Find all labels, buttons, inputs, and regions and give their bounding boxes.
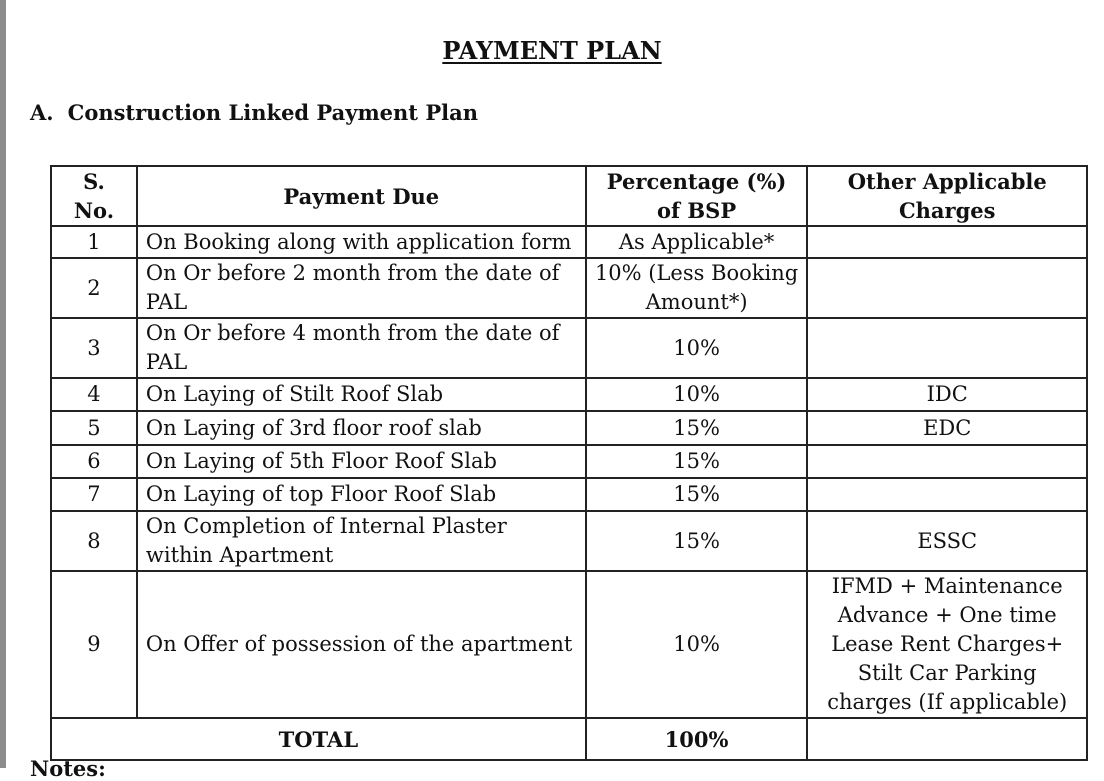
section-heading	[30, 100, 478, 125]
total-label: TOTAL	[51, 718, 586, 760]
cell-payment-due: On Laying of 3rd floor roof slab	[137, 411, 586, 445]
header-payment-due: Payment Due	[137, 166, 586, 226]
table-row	[51, 571, 1087, 718]
cell-other-charges	[807, 445, 1087, 478]
cell-sno: 8	[51, 511, 137, 571]
table-row	[51, 258, 1087, 318]
section-label: A.	[30, 100, 54, 125]
cell-percentage: 10%	[586, 571, 808, 718]
cell-percentage: 10%	[586, 318, 808, 378]
cell-sno: 6	[51, 445, 137, 478]
table-header-row	[51, 166, 1087, 226]
cell-other-charges	[807, 478, 1087, 511]
cell-other-charges	[807, 258, 1087, 318]
cell-sno: 9	[51, 571, 137, 718]
cell-other-charges: ESSC	[807, 511, 1087, 571]
cell-percentage: 15%	[586, 445, 808, 478]
cell-payment-due: On Laying of top Floor Roof Slab	[137, 478, 586, 511]
cell-payment-due: On Offer of possession of the apartment	[137, 571, 586, 718]
table-row	[51, 445, 1087, 478]
header-percentage: Percentage (%) of BSP	[586, 166, 808, 226]
cell-other-charges: EDC	[807, 411, 1087, 445]
cell-sno: 7	[51, 478, 137, 511]
table-row	[51, 411, 1087, 445]
table-row	[51, 511, 1087, 571]
total-other-charges	[807, 718, 1087, 760]
payment-plan-table	[50, 165, 1088, 761]
cell-payment-due: On Laying of Stilt Roof Slab	[137, 378, 586, 411]
cell-percentage: 10% (Less Booking Amount*)	[586, 258, 808, 318]
cell-sno: 3	[51, 318, 137, 378]
table-total-row	[51, 718, 1087, 760]
header-sno: S. No.	[51, 166, 137, 226]
cell-payment-due: On Completion of Internal Plaster within Apartment	[137, 511, 586, 571]
cell-other-charges	[807, 226, 1087, 258]
table-row	[51, 226, 1087, 258]
cell-other-charges	[807, 318, 1087, 378]
cell-percentage: 10%	[586, 378, 808, 411]
header-other-charges: Other Applicable Charges	[807, 166, 1087, 226]
cell-sno: 1	[51, 226, 137, 258]
table-row	[51, 478, 1087, 511]
total-percentage: 100%	[586, 718, 808, 760]
cell-payment-due: On Or before 2 month from the date of PAL	[137, 258, 586, 318]
cell-percentage: 15%	[586, 478, 808, 511]
table-row	[51, 378, 1087, 411]
cell-percentage: As Applicable*	[586, 226, 808, 258]
cell-sno: 5	[51, 411, 137, 445]
notes-label: Notes:	[30, 756, 106, 781]
cell-payment-due: On Booking along with application form	[137, 226, 586, 258]
cell-sno: 2	[51, 258, 137, 318]
section-title: Construction Linked Payment Plan	[67, 100, 478, 125]
cell-other-charges: IFMD + Maintenance Advance + One time Lease Rent Charges+ Stilt Car Parking charges (If applicable)	[807, 571, 1087, 718]
cell-other-charges: IDC	[807, 378, 1087, 411]
cell-percentage: 15%	[586, 511, 808, 571]
cell-percentage: 15%	[586, 411, 808, 445]
cell-payment-due: On Or before 4 month from the date of PAL	[137, 318, 586, 378]
page-title: PAYMENT PLAN	[442, 36, 662, 65]
cell-sno: 4	[51, 378, 137, 411]
cell-payment-due: On Laying of 5th Floor Roof Slab	[137, 445, 586, 478]
table-row	[51, 318, 1087, 378]
left-border	[0, 0, 6, 768]
